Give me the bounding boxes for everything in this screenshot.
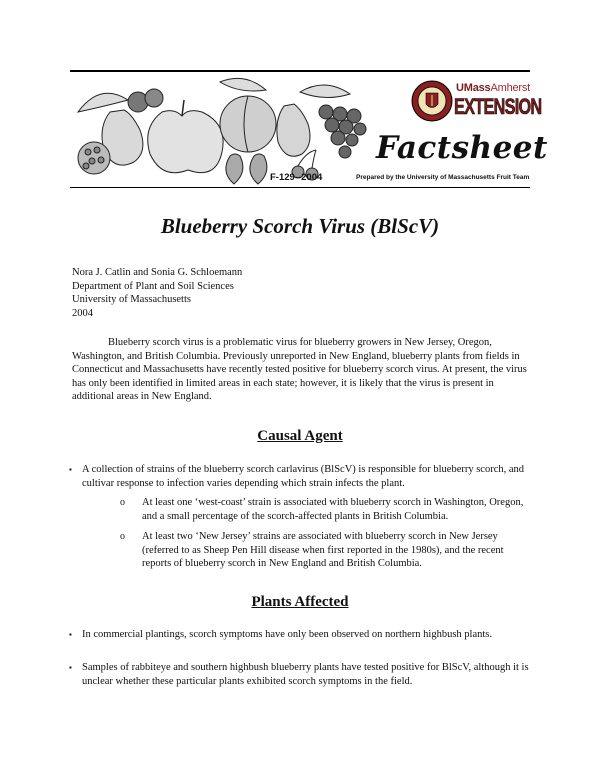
prepared-by-line: Prepared by the University of Massachusetts Fruit Team (356, 174, 530, 181)
bullet-marker: ▪ (69, 630, 72, 639)
umass-seal-logo (411, 80, 453, 122)
factsheet-banner (70, 70, 548, 190)
sub-bullet-marker: o (120, 497, 125, 508)
author-block (72, 266, 242, 320)
list-item (69, 628, 532, 642)
sub-list-item (120, 496, 532, 523)
section-heading-causal-agent: Causal Agent (257, 428, 343, 444)
extension-wordmark: EXTENSION (454, 94, 542, 119)
author-names: Nora J. Catlin and Sonia G. Schloemann (72, 267, 243, 278)
bullet-marker: ▪ (69, 465, 72, 474)
sub-bullet-text: At least two ‘New Jersey’ strains are associated with blueberry scorch in New Jersey (referred to as Sheep Pen Hill disease when first reported in the 1980s), and the recent reports of blueberry scorch in New England and British Columbia. (142, 531, 504, 569)
author-department: Department of Plant and Soil Sciences (72, 280, 234, 292)
bullet-text: Samples of rabbiteye and southern highbush blueberry plants have tested positive for BlScV, although it is unclear whether these particular plants exhibited scorch symptoms in the field. (82, 662, 529, 687)
banner-bottom-rule (70, 187, 530, 188)
sub-bullet-text: At least one ‘west-coast’ strain is associated with blueberry scorch in Washington, Oregon, and a small percentage of the scorch-affected plants in British Columbia. (142, 497, 524, 522)
bullet-text: A collection of strains of the blueberry scorch carlavirus (BlScV) is responsible for blueberry scorch, and cultivar response to infection varies depending which strain infects the plant. (82, 464, 525, 489)
factsheet-label: Factsheet (376, 130, 548, 166)
intro-paragraph: Blueberry scorch virus is a problematic virus for blueberry growers in New Jersey, Oregon, Washington, and British Columbia. Previously unreported in New England, blueberry plants from fields in Connecticut and Massachusetts have recently tested positive for blueberry scorch virus. At present, the virus has only been identified in limited areas in each state; however, it is likely that the virus is present in additional areas in New England. (72, 337, 527, 402)
sub-bullet-marker: o (120, 531, 125, 542)
bullet-text: In commercial plantings, scorch symptoms have only been observed on northern highbush plants. (82, 629, 492, 640)
list-item (69, 661, 532, 688)
umass-amherst-wordmark: UMassAmherst (456, 82, 531, 94)
section-heading-plants-affected: Plants Affected (251, 594, 349, 610)
document-title: Blueberry Scorch Virus (BlScV) (160, 214, 440, 238)
fruit-illustration (70, 72, 370, 186)
bullet-marker: ▪ (69, 663, 72, 672)
publication-number: F-129--2004 (270, 172, 323, 183)
sub-list-item (120, 530, 532, 571)
publication-year: 2004 (72, 307, 93, 319)
author-university: University of Massachusetts (72, 294, 191, 305)
list-item (69, 463, 532, 490)
